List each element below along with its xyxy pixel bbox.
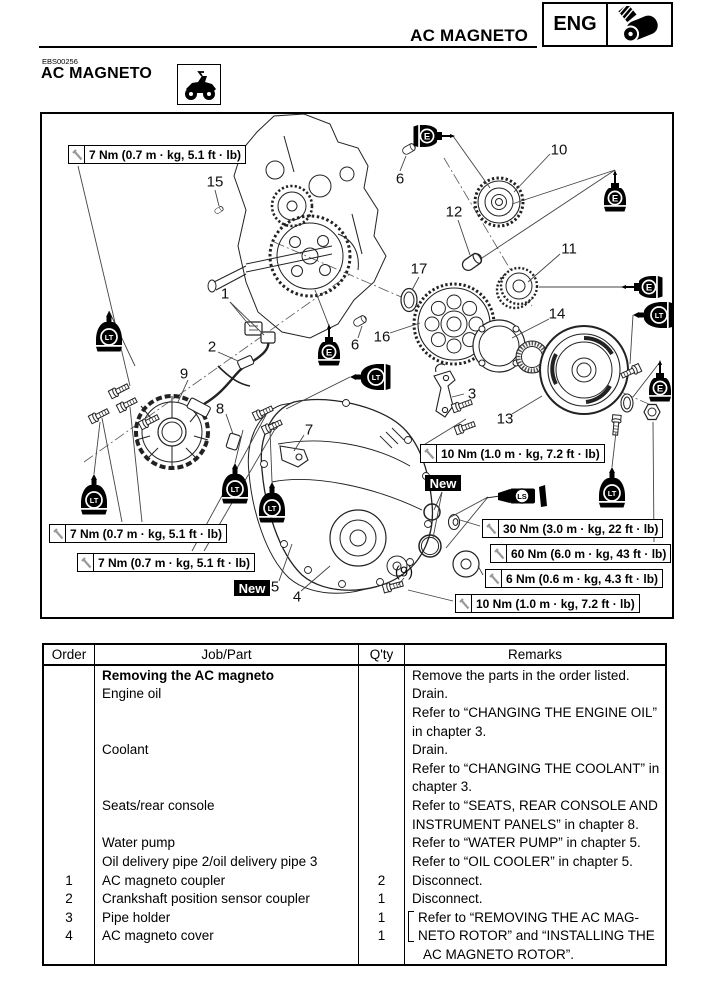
part-callout: 10: [550, 141, 568, 159]
bottle-label: E: [656, 383, 664, 395]
parts-table: [42, 643, 667, 966]
engine-oil-bottle-icon: [649, 360, 671, 402]
exploded-diagram: [40, 112, 674, 619]
part-callout: 6: [350, 336, 360, 354]
table-row: 3 Pipe holder 1 Refer to “REMOVING THE AC MAG-: [44, 908, 665, 927]
loctite-bottle-icon: [222, 463, 248, 504]
torque-label: 10 Nm (1.0 m · kg, 7.2 ft · lb): [455, 594, 640, 613]
header-rule: [39, 46, 537, 48]
bottle-label: LT: [267, 504, 277, 513]
wrench-icon: [483, 520, 499, 537]
chapter-tab: [542, 2, 673, 47]
part-callout: 1: [220, 285, 230, 303]
engine-oil-bottle-icon: [318, 324, 340, 366]
table-row: Seats/rear console Refer to “SEATS, REAR CONSOLE AND: [44, 796, 665, 815]
wrench-icon: [78, 554, 94, 571]
bottle-label: LT: [607, 489, 617, 498]
torque-label: 7 Nm (0.7 m · kg, 5.1 ft · lb): [77, 553, 255, 572]
bottle-label: LT: [371, 373, 381, 382]
wrench-icon: [491, 545, 507, 562]
table-row: 2 Crankshaft position sensor coupler 1 Disconnect.: [44, 889, 665, 908]
bottle-label: E: [423, 131, 431, 143]
table-row: Refer to “CHANGING THE ENGINE OIL”: [44, 703, 665, 722]
atv-icon: [177, 64, 221, 105]
part-callout: 9: [179, 365, 189, 383]
part-callout: 4: [292, 588, 302, 606]
table-row: Refer to “CHANGING THE COOLANT” in: [44, 759, 665, 778]
table-row: AC MAGNETO ROTOR”.: [44, 945, 665, 964]
part-callout: 3: [467, 385, 477, 403]
wrench-icon: [456, 595, 472, 612]
part-callout: 6: [395, 170, 405, 188]
table-row: in chapter 3.: [44, 722, 665, 741]
torque-label: 7 Nm (0.7 m · kg, 5.1 ft · lb): [68, 145, 246, 164]
torque-label: 6 Nm (0.6 m · kg, 4.3 ft · lb): [485, 569, 663, 588]
chapter-tab-label: ENG: [544, 4, 608, 45]
new-part-label: New: [234, 580, 270, 596]
table-row: chapter 3.: [44, 778, 665, 797]
torque-label: 30 Nm (3.0 m · kg, 22 ft · lb): [482, 519, 663, 538]
new-part-label: New: [425, 475, 461, 491]
part-callout: 13: [496, 410, 514, 428]
loctite-bottle-icon: [633, 302, 672, 328]
bottle-label: LT: [104, 333, 114, 342]
section-title: AC MAGNETO: [41, 65, 153, 82]
torque-label: 7 Nm (0.7 m · kg, 5.1 ft · lb): [49, 524, 227, 543]
bottle-label: E: [325, 347, 333, 359]
table-row: Coolant Drain.: [44, 740, 665, 759]
wrench-icon: [69, 146, 85, 163]
part-callout: 15: [206, 173, 224, 191]
part-callout: 14: [548, 305, 566, 323]
table-header-row: [44, 645, 665, 666]
part-callout: (9): [394, 563, 414, 581]
part-callout: 16: [373, 328, 391, 346]
part-callout: 5: [270, 578, 280, 596]
table-row: Engine oil Drain.: [44, 685, 665, 704]
wrench-icon: [50, 525, 66, 542]
table-row: 4 AC magneto cover 1 NETO ROTOR” and “INSTALLING THE: [44, 927, 665, 946]
section-code: EBS00256: [42, 57, 78, 66]
engine-oil-bottle-icon: [621, 276, 663, 298]
grease-tube-icon: [486, 485, 547, 507]
torque-label: 60 Nm (6.0 m · kg, 43 ft · lb): [490, 544, 671, 563]
remarks-bracket: [408, 911, 414, 942]
table-row: 1 AC magneto coupler 2 Disconnect.: [44, 871, 665, 890]
col-header-job: Job/Part: [94, 645, 358, 664]
magneto-chapter-icon: [608, 4, 671, 45]
loctite-bottle-icon: [350, 364, 391, 390]
col-header-order: Order: [51, 647, 87, 662]
bottle-label: LT: [89, 496, 99, 505]
bottle-label: E: [611, 193, 619, 205]
table-row: Removing the AC magneto Remove the parts in the order listed.: [44, 666, 665, 685]
loctite-bottle-icon: [96, 311, 122, 352]
table-row: Water pump Refer to “WATER PUMP” in chapter 5.: [44, 833, 665, 852]
engine-oil-bottle-icon: [414, 125, 456, 147]
bottle-label: LS: [517, 491, 527, 501]
bottle-label: LT: [230, 485, 240, 494]
torque-label: 10 Nm (1.0 m · kg, 7.2 ft · lb): [420, 444, 605, 463]
wrench-icon: [486, 570, 502, 587]
col-header-remarks: Remarks: [404, 645, 665, 664]
bottle-label: LT: [654, 311, 664, 320]
part-callout: 2: [207, 338, 217, 356]
wrench-icon: [421, 445, 437, 462]
loctite-bottle-icon: [599, 467, 625, 508]
table-row: Oil delivery pipe 2/oil delivery pipe 3 Refer to “OIL COOLER” in chapter 5.: [44, 852, 665, 871]
table-row: INSTRUMENT PANELS” in chapter 8.: [44, 815, 665, 834]
engine-oil-bottle-icon: [604, 170, 626, 212]
part-callout: 8: [215, 400, 225, 418]
part-callout: 7: [304, 421, 314, 439]
bottle-label: E: [645, 282, 653, 294]
part-callout: 11: [561, 240, 577, 258]
part-callout: 12: [445, 203, 463, 221]
col-header-qty: Q'ty: [358, 645, 404, 664]
page-title: AC MAGNETO: [410, 26, 528, 45]
part-callout: 17: [410, 260, 428, 278]
loctite-bottle-icon: [81, 474, 107, 515]
